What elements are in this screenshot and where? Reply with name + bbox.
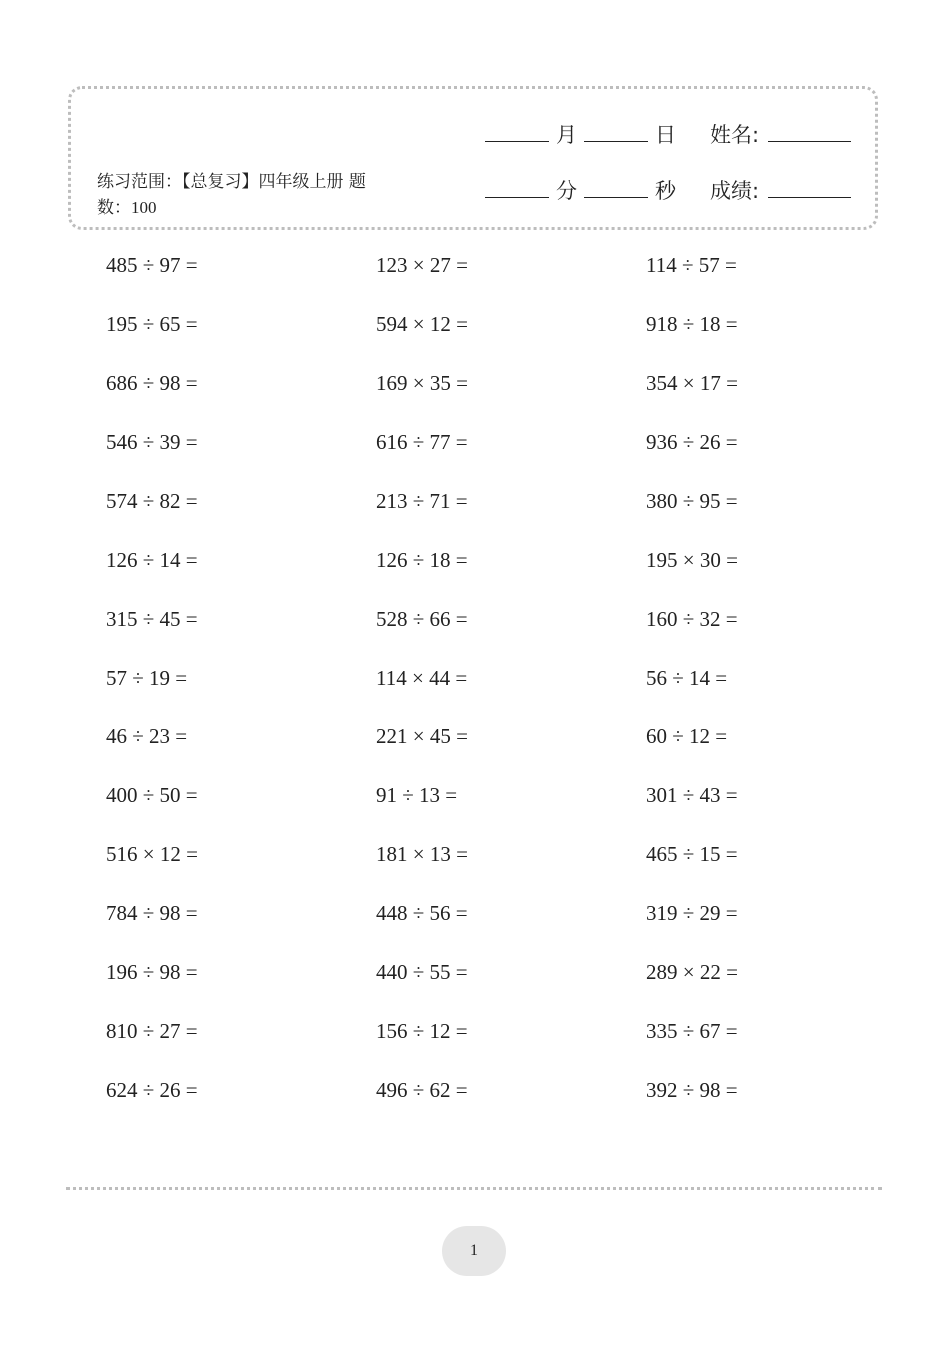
problem-item: 465 ÷ 15 = bbox=[646, 842, 738, 867]
practice-range-label: 练习范围：【总复习】四年级上册 题数： bbox=[97, 172, 366, 218]
problem-item: 126 ÷ 14 = bbox=[106, 547, 198, 572]
problem-item: 156 ÷ 12 = bbox=[376, 1019, 468, 1044]
problem-item: 784 ÷ 98 = bbox=[106, 901, 198, 926]
problem-item: 810 ÷ 27 = bbox=[106, 1019, 198, 1044]
day-blank[interactable] bbox=[584, 141, 648, 142]
month-blank[interactable] bbox=[485, 141, 549, 142]
problem-item: 195 ÷ 65 = bbox=[106, 311, 198, 336]
problem-item: 380 ÷ 95 = bbox=[646, 488, 738, 513]
problem-item: 221 × 45 = bbox=[376, 724, 468, 749]
problem-item: 574 ÷ 82 = bbox=[106, 488, 198, 513]
problem-item: 196 ÷ 98 = bbox=[106, 960, 198, 985]
score-label: 成绩: bbox=[710, 179, 760, 203]
name-label: 姓名: bbox=[710, 123, 760, 147]
name-blank[interactable] bbox=[768, 141, 851, 142]
problem-item: 448 ÷ 56 = bbox=[376, 901, 468, 926]
problem-item: 126 ÷ 18 = bbox=[376, 547, 468, 572]
problem-item: 616 ÷ 77 = bbox=[376, 429, 468, 454]
problem-item: 686 ÷ 98 = bbox=[106, 370, 198, 395]
minute-blank[interactable] bbox=[485, 197, 549, 198]
problem-item: 319 ÷ 29 = bbox=[646, 901, 738, 926]
day-label: 日 bbox=[655, 123, 676, 147]
problem-item: 315 ÷ 45 = bbox=[106, 606, 198, 631]
problem-item: 123 × 27 = bbox=[376, 253, 468, 277]
minute-label: 分 bbox=[556, 179, 577, 203]
practice-range-text bbox=[97, 169, 387, 221]
problem-item: 213 ÷ 71 = bbox=[376, 488, 468, 513]
problem-item: 440 ÷ 55 = bbox=[376, 960, 468, 985]
problem-item: 354 × 17 = bbox=[646, 370, 738, 395]
problem-item: 624 ÷ 26 = bbox=[106, 1078, 198, 1102]
score-blank[interactable] bbox=[768, 197, 851, 198]
problem-item: 114 ÷ 57 = bbox=[646, 253, 737, 277]
problem-item: 301 ÷ 43 = bbox=[646, 783, 738, 808]
problem-item: 195 × 30 = bbox=[646, 547, 738, 572]
problem-item: 57 ÷ 19 = bbox=[106, 665, 188, 690]
question-count: 100 bbox=[131, 198, 157, 217]
problem-item: 516 × 12 = bbox=[106, 842, 198, 867]
problem-item: 91 ÷ 13 = bbox=[376, 783, 458, 808]
page-number-badge bbox=[442, 1226, 506, 1276]
second-label: 秒 bbox=[655, 179, 676, 203]
problem-item: 918 ÷ 18 = bbox=[646, 311, 738, 336]
page-number: 1 bbox=[470, 1242, 478, 1259]
problem-item: 114 × 44 = bbox=[376, 665, 468, 690]
problem-item: 936 ÷ 26 = bbox=[646, 429, 738, 454]
month-label: 月 bbox=[556, 123, 577, 147]
problem-item: 496 ÷ 62 = bbox=[376, 1078, 468, 1102]
problem-item: 46 ÷ 23 = bbox=[106, 724, 188, 749]
second-blank[interactable] bbox=[584, 197, 648, 198]
problem-item: 335 ÷ 67 = bbox=[646, 1019, 738, 1044]
problem-item: 56 ÷ 14 = bbox=[646, 665, 728, 690]
problem-item: 160 ÷ 32 = bbox=[646, 606, 738, 631]
problem-item: 485 ÷ 97 = bbox=[106, 253, 198, 277]
problem-item: 181 × 13 = bbox=[376, 842, 468, 867]
problem-item: 60 ÷ 12 = bbox=[646, 724, 728, 749]
problem-item: 289 × 22 = bbox=[646, 960, 738, 985]
problem-item: 392 ÷ 98 = bbox=[646, 1078, 738, 1102]
worksheet-header-box bbox=[68, 86, 878, 230]
problem-item: 169 × 35 = bbox=[376, 370, 468, 395]
footer-divider bbox=[66, 1187, 882, 1190]
problem-item: 400 ÷ 50 = bbox=[106, 783, 198, 808]
problem-item: 528 ÷ 66 = bbox=[376, 606, 468, 631]
problem-item: 594 × 12 = bbox=[376, 311, 468, 336]
problem-item: 546 ÷ 39 = bbox=[106, 429, 198, 454]
